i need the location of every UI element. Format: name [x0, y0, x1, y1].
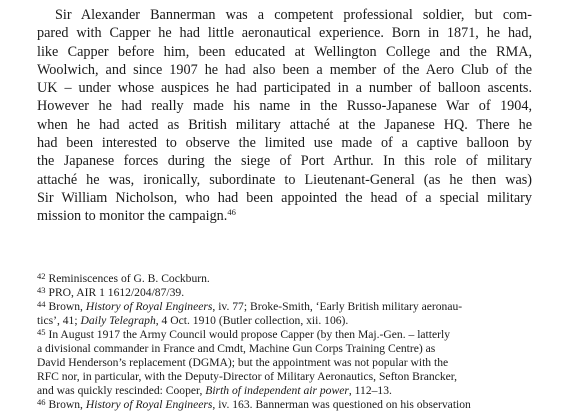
footnote-number: 46 [37, 396, 46, 407]
body-line-text: mission to monitor the campaign. [37, 208, 228, 225]
footnote-45-cont: RFC nor, in particular, with the Deputy-Director of Military Aeronautics, Sefton Brancker, [37, 369, 458, 383]
footnote-title: History of Royal Engineers [85, 397, 213, 411]
body-line [37, 207, 532, 225]
body-line: However he had really made his name in the Russo-Japanese War of 1904, [37, 98, 532, 115]
footnote-number: 44 [37, 298, 46, 309]
body-line: attaché he was, ironically, subordinate to Lieutenant-General (as he then was) [37, 171, 532, 188]
footnote-45-cont: David Henderson’s replacement (DGMA); but the appointment was not popular with the [37, 355, 449, 369]
footnote-text: Reminiscences of G. B. Cockburn. [48, 271, 210, 285]
footnote-text: Brown, [48, 299, 86, 313]
body-line: like Capper before him, been educated at Wellington College and the RMA, [37, 43, 532, 60]
footnote-43 [37, 286, 532, 300]
footnote-text: , iv. 77; Broke-Smith, ‘Early British military aeronau- [212, 299, 463, 313]
body-line: the Japanese forces during the siege of Port Arthur. In this role of military [37, 153, 532, 170]
body-line: pared with Capper he had little aeronautical experience. Born in 1871, he had, [37, 25, 532, 42]
footnote-number: 45 [37, 326, 46, 337]
footnote-45 [37, 328, 532, 342]
body-line: had been interested to observe the limited use made of a captive balloon by [37, 135, 532, 152]
body-line: Sir William Nicholson, who had been appointed the head of a special military [37, 189, 532, 206]
footnotes [37, 272, 532, 412]
body-line: UK – under whose auspices he had participated in a number of balloon ascents. [37, 80, 532, 97]
footnote-text: , 4 Oct. 1910 (Butler collection, xii. 106). [155, 313, 349, 327]
footnote-44 [37, 300, 532, 314]
footnote-45-cont: a divisional commander in France and Cmdt, Machine Gun Corps Training Centre) as [37, 341, 436, 355]
body-line: when he had acted as British military attaché at the Japanese HQ. There he [37, 116, 532, 133]
footnote-number: 43 [37, 284, 46, 295]
footnote-text: Brown, [48, 397, 86, 411]
footnote-text: In August 1917 the Army Council would propose Capper (by then Maj.-Gen. – latterly [48, 327, 451, 341]
body-paragraph [37, 6, 532, 226]
footnote-text: , 112–13. [348, 383, 392, 397]
footnote-number: 42 [37, 270, 46, 281]
footnote-45-cont [37, 384, 532, 398]
footnote-title: Birth of independent air power [205, 383, 349, 397]
footnote-ref-46[interactable]: 46 [227, 207, 236, 218]
footnote-text: , iv. 163. Bannerman was questioned on his observation [212, 397, 471, 411]
body-line: Woolwich, and since 1907 he had also been a member of the Aero Club of the [37, 61, 532, 78]
footnote-44-cont [37, 314, 532, 328]
footnote-text: tics’, 41; [37, 313, 81, 327]
footnote-title: Daily Telegraph [80, 313, 156, 327]
footnote-title: History of Royal Engineers [85, 299, 213, 313]
footnote-text: PRO, AIR 1 1612/204/87/39. [48, 285, 185, 299]
footnote-text: and was quickly rescinded: Cooper, [37, 383, 206, 397]
body-line: Sir Alexander Bannerman was a competent professional soldier, but com- [55, 7, 532, 23]
footnote-42 [37, 272, 532, 286]
